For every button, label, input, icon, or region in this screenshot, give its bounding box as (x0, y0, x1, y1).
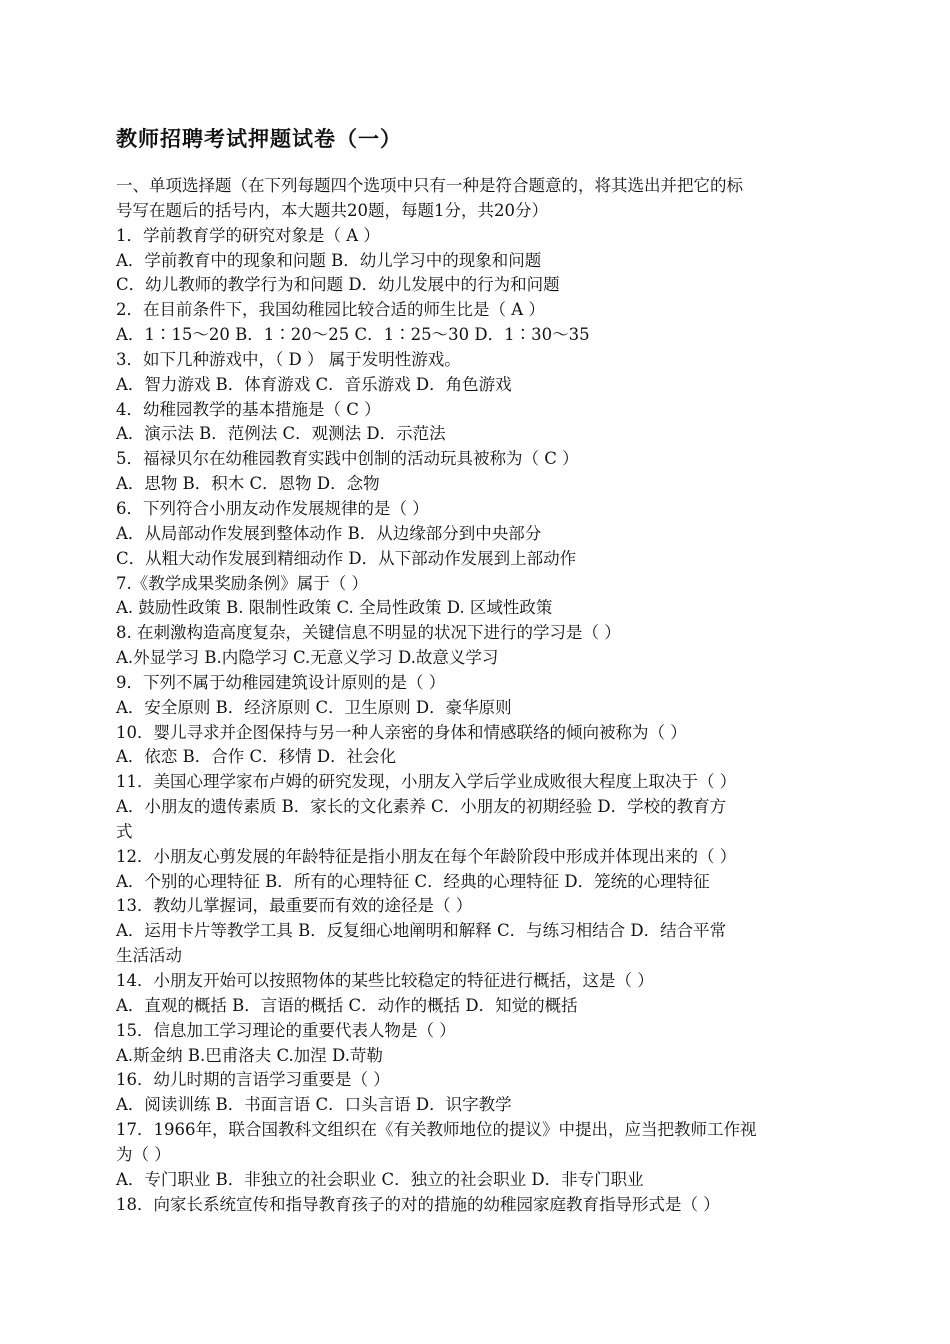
text-line: A．安全原则 B．经济原则 C．卫生原则 D．豪华原则 (116, 697, 512, 717)
text-line: 17．1966年，联合国教科文组织在《有关教师地位的提议》中提出，应当把教师工作视 (116, 1120, 757, 1140)
text-line: 2．在目前条件下，我国幼稚园比较合适的师生比是（ A ） (116, 300, 545, 320)
text-line: A．从局部动作发展到整体动作 B．从边缘部分到中央部分 (116, 523, 542, 543)
text-line: C．幼儿教师的教学行为和问题 D．幼儿发展中的行为和问题 (116, 275, 560, 295)
text-line: A.斯金纳 B.巴甫洛夫 C.加涅 D.苛勒 (116, 1045, 383, 1065)
text-line: 5．福禄贝尔在幼稚园教育实践中创制的活动玩具被称为（ C ） (116, 449, 579, 469)
text-line: A．学前教育中的现象和问题 B．幼儿学习中的现象和问题 (116, 250, 542, 270)
page-title: 教师招聘考试押题试卷（一） (116, 126, 402, 151)
text-line: A．演示法 B．范例法 C．观测法 D．示范法 (116, 424, 446, 444)
text-line: A．阅读训练 B．书面言语 C．口头言语 D．识字教学 (116, 1095, 512, 1115)
text-line: 式 (116, 821, 133, 841)
text-line: 生活活动 (116, 946, 182, 966)
text-line: 为（ ） (116, 1144, 171, 1164)
text-line: 4．幼稚园教学的基本措施是（ C ） (116, 399, 381, 419)
text-line: A．智力游戏 B．体育游戏 C．音乐游戏 D．角色游戏 (116, 374, 512, 394)
text-line: A.外显学习 B.内隐学习 C.无意义学习 D.故意义学习 (116, 648, 499, 668)
text-line: A．依恋 B．合作 C．移情 D．社会化 (116, 747, 397, 767)
text-line: A．运用卡片等教学工具 B．反复细心地阐明和解释 C．与练习相结合 D．结合平常 (116, 921, 727, 941)
text-line: 16．幼儿时期的言语学习重要是（ ） (116, 1070, 390, 1090)
text-line: 6．下列符合小朋友动作发展规律的是（ ） (116, 498, 429, 518)
text-line: 3．如下几种游戏中，（ D ） 属于发明性游戏。 (116, 349, 461, 369)
text-line: 13．教幼儿掌握词，最重要而有效的途径是（ ） (116, 896, 473, 916)
text-line: 7.《教学成果奖励条例》属于（ ） (116, 573, 368, 593)
text-line: 9．下列不属于幼稚园建筑设计原则的是（ ） (116, 672, 446, 692)
text-line: C．从粗大动作发展到精细动作 D．从下部动作发展到上部动作 (116, 548, 577, 568)
question-list (116, 174, 852, 1217)
text-line: 11．美国心理学家布卢姆的研究发现，小朋友入学后学业成败很大程度上取决于（ ） (116, 772, 737, 792)
text-line: A．专门职业 B．非独立的社会职业 C．独立的社会职业 D．非专门职业 (116, 1169, 644, 1189)
text-line: A．小朋友的遗传素质 B．家长的文化素养 C．小朋友的初期经验 D．学校的教育方 (116, 797, 727, 817)
text-line: 一、单项选择题（在下列每题四个选项中只有一种是符合题意的，将其选出并把它的标 (116, 176, 743, 195)
text-line: 15．信息加工学习理论的重要代表人物是（ ） (116, 1020, 456, 1040)
text-line: 1．学前教育学的研究对象是（ A ） (116, 225, 380, 245)
text-line: A. 鼓励性政策 B. 限制性政策 C. 全局性政策 D. 区域性政策 (116, 598, 553, 618)
text-line: 8. 在刺激构造高度复杂，关键信息不明显的状况下进行的学习是（ ） (116, 623, 621, 643)
text-line: 12．小朋友心剪发展的年龄特征是指小朋友在每个年龄阶段中形成并体现出来的（ ） (116, 846, 737, 866)
text-line: 号写在题后的括号内，本大题共20题，每题1分，共20分） (116, 200, 548, 220)
text-line: 14．小朋友开始可以按照物体的某些比较稳定的特征进行概括，这是（ ） (116, 971, 654, 990)
text-line: 18．向家长系统宣传和指导教育孩子的对的措施的幼稚园家庭教育指导形式是（ ） (116, 1194, 720, 1214)
text-line: A．思物 B．积木 C．恩物 D．念物 (116, 474, 380, 494)
text-line: A．1∶15～20 B．1∶20～25 C．1∶25～30 D．1∶30～35 (116, 325, 590, 345)
text-line: A．个别的心理特征 B．所有的心理特征 C．经典的心理特征 D．笼统的心理特征 (116, 871, 710, 891)
text-line: A．直观的概括 B．言语的概括 C．动作的概括 D．知觉的概括 (116, 995, 578, 1015)
text-line: 10．婴儿寻求并企图保持与另一种人亲密的身体和情感联络的倾向被称为（ ） (116, 722, 687, 742)
